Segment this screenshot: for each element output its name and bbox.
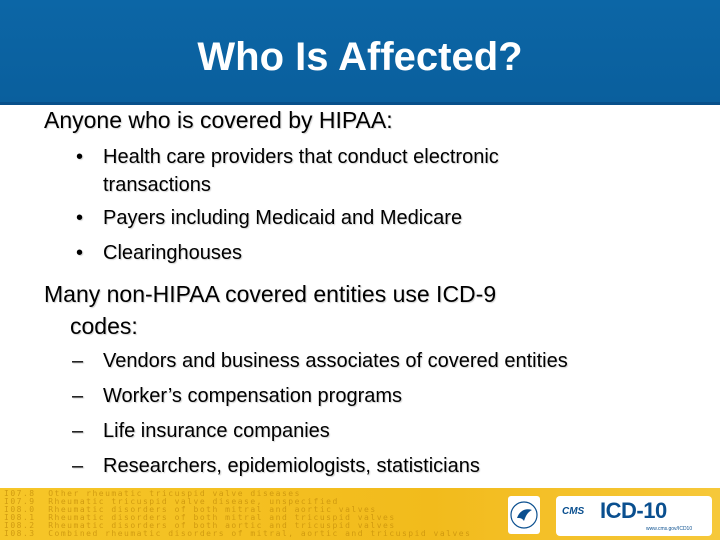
icd-code-background	[4, 490, 471, 538]
code-line: I08.2 Rheumatic disorders of both aortic and tricuspid valves	[4, 521, 396, 530]
hhs-eagle-icon	[508, 496, 540, 534]
code-line: I08.1 Rheumatic disorders of both mitral and tricuspid valves	[4, 513, 396, 522]
hhs-logo	[508, 496, 540, 534]
list-item-text: transactions	[103, 174, 211, 196]
list-item-text: Worker’s compensation programs	[103, 385, 403, 407]
list-item-text: Vendors and business associates of covered entities	[103, 350, 568, 372]
dash-marker: –	[72, 455, 84, 477]
icd10-url: www.cms.gov/ICD10	[646, 526, 693, 532]
bullet-marker: •	[76, 242, 84, 264]
icd10-label: ICD-10	[600, 498, 667, 523]
list-item-text: Clearinghouses	[103, 242, 242, 264]
section-heading-non-hipaa: Many non-HIPAA covered entities use ICD-9	[44, 281, 497, 307]
list-item-text: Researchers, epidemiologists, statisticians	[103, 455, 480, 477]
code-line: I07.8 Other rheumatic tricuspid valve diseases	[4, 489, 301, 498]
dash-marker: –	[72, 385, 84, 407]
bullet-marker: •	[76, 146, 84, 168]
section-heading-hipaa: Anyone who is covered by HIPAA:	[44, 107, 393, 133]
cms-label: CMS	[562, 506, 585, 517]
title-bar	[0, 0, 720, 105]
code-line: I08.3 Combined rheumatic disorders of mitral, aortic and tricuspid valves	[4, 529, 472, 538]
dash-marker: –	[72, 420, 84, 442]
page-title: Who Is Affected?	[197, 35, 523, 79]
code-line: I07.9 Rheumatic tricuspid valve disease, unspecified	[4, 497, 339, 506]
list-item-text: Health care providers that conduct electronic	[103, 146, 499, 168]
list-item-text: Payers including Medicaid and Medicare	[103, 207, 463, 229]
list-item-text: Life insurance companies	[103, 420, 330, 442]
icd10-logo	[556, 496, 712, 536]
section-heading-non-hipaa-cont: codes:	[70, 313, 138, 339]
dash-marker: –	[72, 350, 84, 372]
bullet-marker: •	[76, 207, 84, 229]
code-line: I08.0 Rheumatic disorders of both mitral and aortic valves	[4, 505, 377, 514]
